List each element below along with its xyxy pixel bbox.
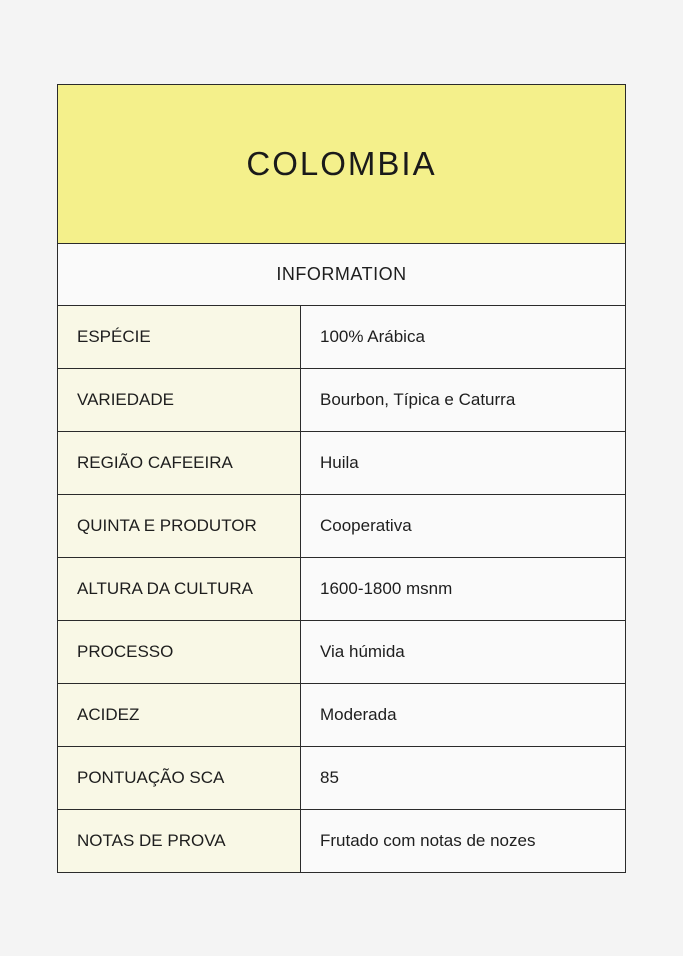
table-row xyxy=(58,621,625,684)
row-label: REGIÃO CAFEEIRA xyxy=(58,432,301,494)
row-label: PROCESSO xyxy=(58,621,301,683)
row-label: ACIDEZ xyxy=(58,684,301,746)
row-value: 1600-1800 msnm xyxy=(301,558,625,620)
row-label: ALTURA DA CULTURA xyxy=(58,558,301,620)
row-value: Via húmida xyxy=(301,621,625,683)
section-heading: INFORMATION xyxy=(58,244,625,306)
table-row xyxy=(58,306,625,369)
row-value: Cooperativa xyxy=(301,495,625,557)
row-value: Moderada xyxy=(301,684,625,746)
table-row xyxy=(58,684,625,747)
title-band xyxy=(58,85,625,244)
table-row xyxy=(58,432,625,495)
page-title: COLOMBIA xyxy=(246,145,437,182)
table-row xyxy=(58,810,625,872)
row-value: Huila xyxy=(301,432,625,494)
row-label: PONTUAÇÃO SCA xyxy=(58,747,301,809)
info-card xyxy=(57,84,626,873)
info-table xyxy=(58,306,625,872)
row-value: Frutado com notas de nozes xyxy=(301,810,625,872)
table-row xyxy=(58,369,625,432)
row-label: NOTAS DE PROVA xyxy=(58,810,301,872)
row-value: Bourbon, Típica e Caturra xyxy=(301,369,625,431)
row-value: 100% Arábica xyxy=(301,306,625,368)
table-row xyxy=(58,558,625,621)
row-label: VARIEDADE xyxy=(58,369,301,431)
table-row xyxy=(58,747,625,810)
table-row xyxy=(58,495,625,558)
row-label: QUINTA E PRODUTOR xyxy=(58,495,301,557)
row-label: ESPÉCIE xyxy=(58,306,301,368)
row-value: 85 xyxy=(301,747,625,809)
